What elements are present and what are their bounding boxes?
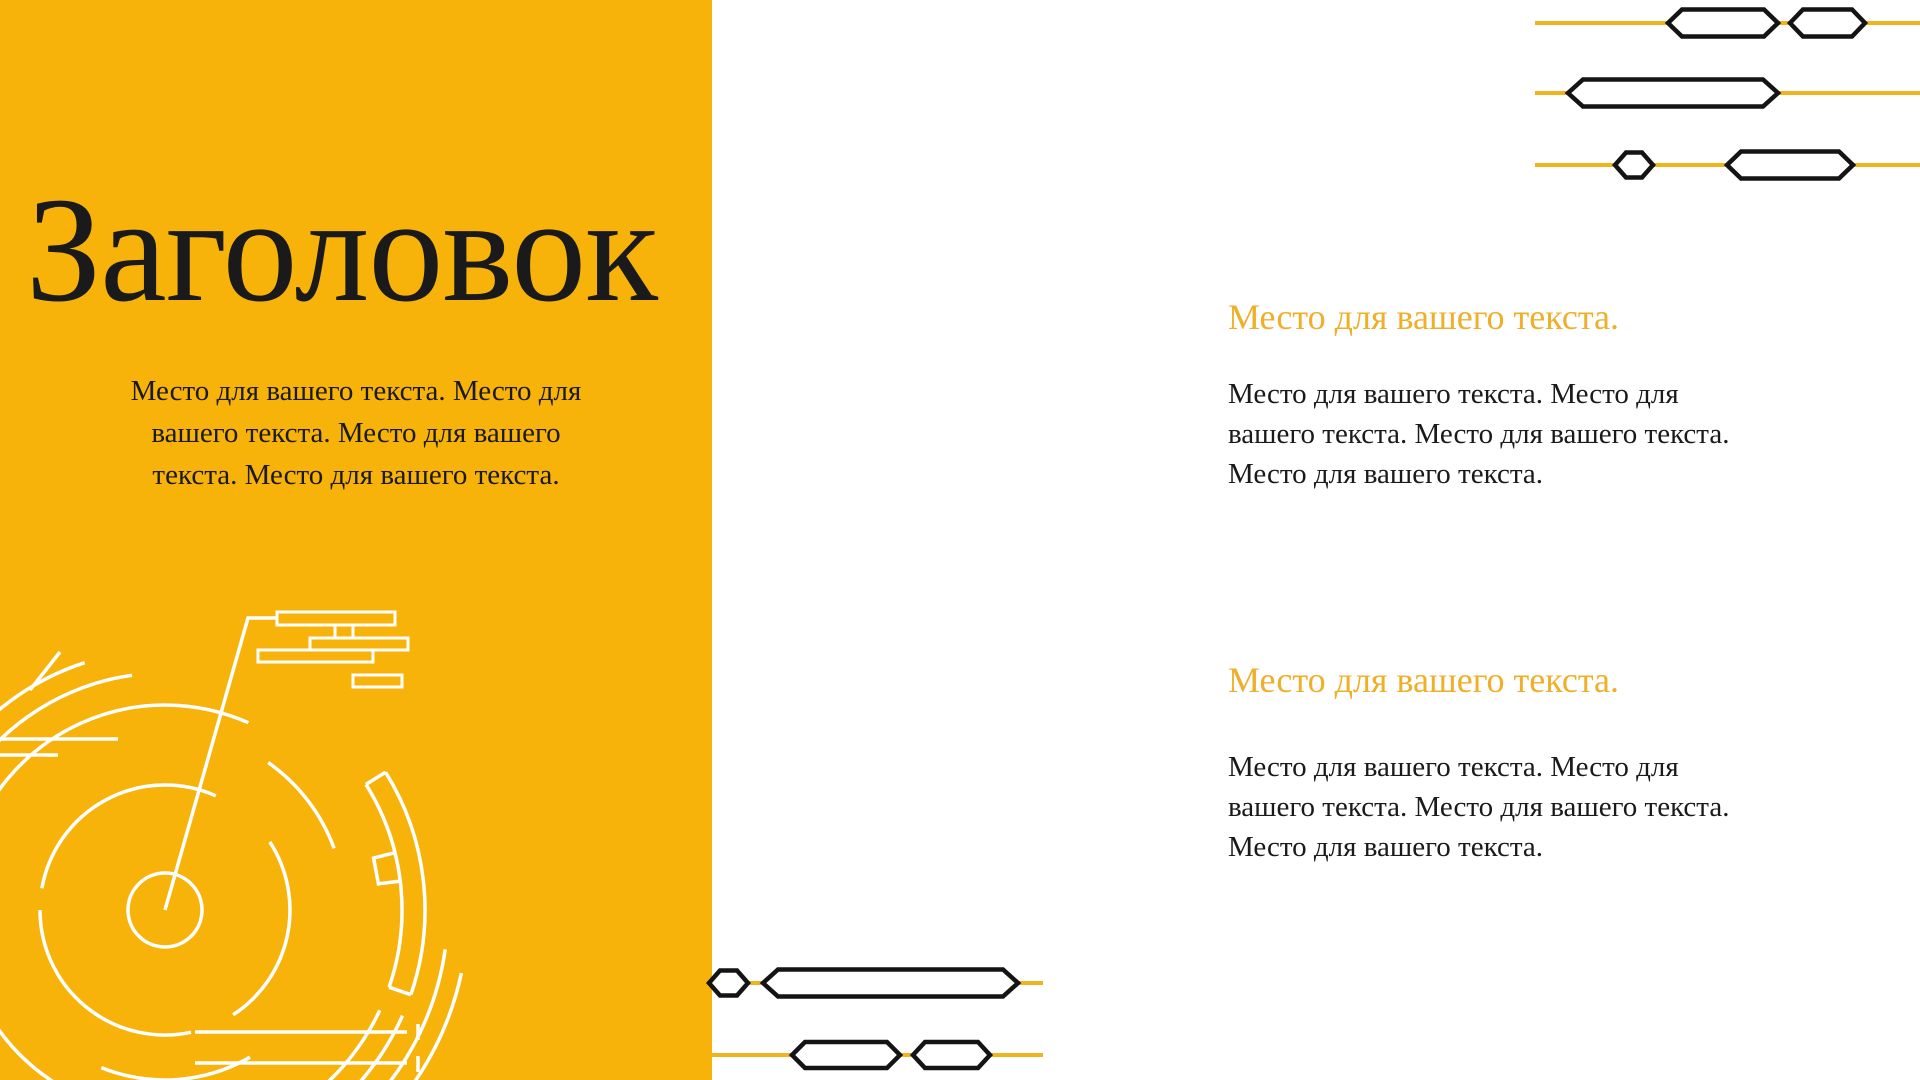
hexagon-node-icon — [1727, 152, 1853, 179]
panel-body-line: текста. Место для вашего текста. — [152, 459, 560, 491]
panel-body-line: Место для вашего текста. Место для — [130, 375, 582, 407]
section-1-body — [1228, 374, 1818, 494]
section-2-body-line: вашего текста. Место для вашего текста. — [1228, 791, 1730, 823]
section-1-body-line: Место для вашего текста. Место для — [1228, 378, 1679, 410]
panel-body-text — [96, 370, 616, 496]
circuit-trace-decor-top — [1450, 0, 1920, 190]
section-1-body-line: вашего текста. Место для вашего текста. — [1228, 418, 1730, 450]
inner-ring-icon — [40, 785, 290, 1035]
hexagon-node-icon — [1790, 10, 1865, 37]
middle-arcs-icon — [0, 705, 334, 1080]
section-2-body — [1228, 747, 1818, 867]
section-1-body-line: Место для вашего текста. — [1228, 458, 1543, 490]
band-top-left-icon — [0, 652, 132, 778]
hexagon-node-icon — [709, 971, 748, 996]
hexagon-node-icon — [1615, 153, 1653, 178]
scan-lines-icon — [0, 739, 418, 1072]
section-1-heading: Место для вашего текста. — [1228, 297, 1619, 337]
block-cluster-icon — [258, 612, 408, 687]
hexagon-node-icon — [913, 1042, 990, 1068]
hexagon-node-icon — [1568, 80, 1778, 107]
panel-body-line: вашего текста. Место для вашего — [151, 417, 561, 449]
radar-circles-illustration — [0, 580, 480, 1080]
hexagon-node-icon — [1668, 10, 1778, 37]
hexagon-node-icon — [792, 1042, 900, 1068]
circuit-trace-decor-bottom — [700, 950, 1060, 1080]
band-right-icon — [366, 772, 425, 995]
section-2-heading: Место для вашего текста. — [1228, 660, 1619, 700]
section-2-body-line: Место для вашего текста. Место для — [1228, 751, 1679, 783]
section-2-body-line: Место для вашего текста. — [1228, 831, 1543, 863]
slide-title: Заголовок — [26, 167, 658, 333]
hexagon-node-icon — [763, 970, 1018, 997]
